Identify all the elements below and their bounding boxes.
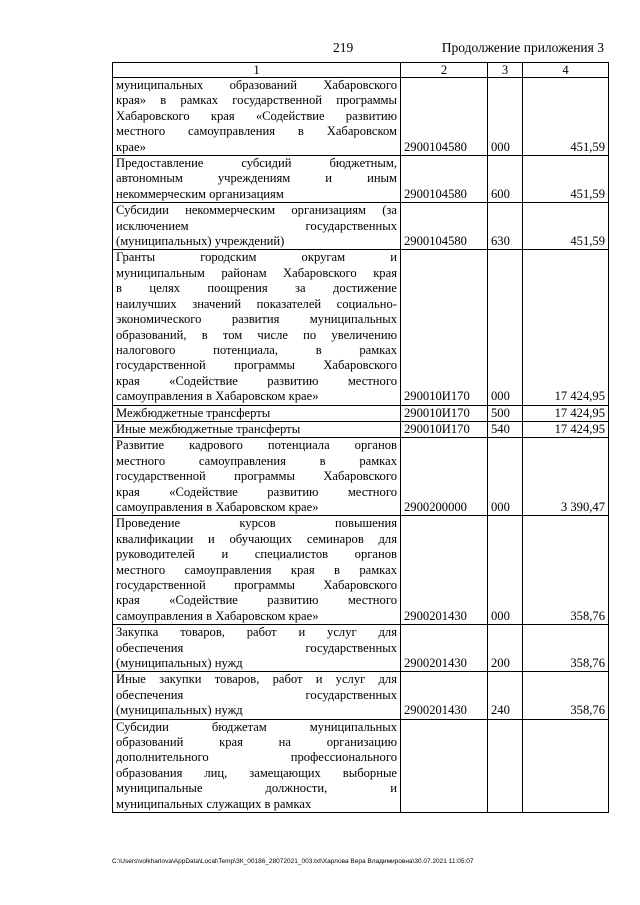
row-description [113,203,401,250]
description-line: (муниципальных) учреждений) [116,234,285,249]
description-line: самоуправления в Хабаровском крае» [116,608,319,623]
table-header-row [113,63,609,78]
description-line: некоммерческим организациям [116,186,284,201]
description-line: местного самоуправления в рамках [116,453,397,468]
table-row [113,405,609,421]
row-amount: 358,76 [523,672,609,719]
description-line: (муниципальных) нужд [116,656,243,671]
description-line: Закупка товаров, работ и услуг для [116,625,397,640]
row-code: 2900104580 [401,203,488,250]
appendix-continuation-label: Продолжение приложения 3 [441,40,604,55]
description-line: муниципальным районам Хабаровского края [116,265,397,280]
row-code: 2900201430 [401,672,488,719]
description-line: государственной программы Хабаровского [116,358,397,373]
description-line: (муниципальных) нужд [116,703,243,718]
row-type: 000 [488,438,523,516]
column-header-3: 3 [488,63,523,78]
table-row [113,78,609,156]
row-type: 630 [488,203,523,250]
row-type: 000 [488,516,523,625]
description-line: Субсидии некоммерческим организациям (за [116,203,397,218]
table-row [113,421,609,437]
row-amount: 17 424,95 [523,421,609,437]
row-code: 2900201430 [401,625,488,672]
row-description [113,156,401,203]
description-line: Предоставление субсидий бюджетным, [116,156,397,171]
row-code: 290010И170 [401,405,488,421]
row-type: 240 [488,672,523,719]
description-line: Проведение курсов повышения [116,516,397,531]
row-amount: 358,76 [523,516,609,625]
row-code: 2900104580 [401,156,488,203]
description-line: образования лиц, замещающих выборные [116,765,397,780]
row-amount: 451,59 [523,156,609,203]
file-path-footer: C:\Users\volkharlova\AppData\Local\Temp\ЗК_00186_28072021_003.txt\Харлова Вера Владимировна\30.07.2021 11:05:07 [112,858,474,865]
description-line: местного самоуправления края в рамках [116,562,397,577]
row-description [113,405,401,421]
row-type: 000 [488,78,523,156]
description-line: государственной программы Хабаровского [116,578,397,592]
table-row [113,438,609,516]
row-description [113,719,401,812]
description-line: исключением государственных [116,218,397,233]
row-description [113,250,401,405]
row-amount: 451,59 [523,78,609,156]
description-line: Гранты городским округам и [116,250,397,265]
row-description [113,516,401,625]
description-line: экономического развития муниципальных [116,312,397,327]
row-type: 600 [488,156,523,203]
column-header-4: 4 [523,63,609,78]
table-row [113,516,609,625]
description-line: муниципальных образований Хабаровского [116,78,397,92]
row-code: 2900104580 [401,78,488,156]
row-type: 500 [488,405,523,421]
row-description [113,78,401,156]
row-description [113,672,401,719]
description-line: Субсидии бюджетам муниципальных [116,719,397,734]
row-amount: 17 424,95 [523,405,609,421]
column-header-2: 2 [401,63,488,78]
description-line: Развитие кадрового потенциала органов [116,438,397,453]
description-line: государственной программы Хабаровского [116,469,397,484]
description-line: дополнительного профессионального [116,750,397,765]
description-line: муниципальных служащих в рамках [116,796,312,811]
row-amount: 451,59 [523,203,609,250]
description-line: обеспечения государственных [116,640,397,655]
description-line: края «Содействие развитию местного [116,593,397,608]
column-header-1: 1 [113,63,401,78]
description-line: края «Содействие развитию местного [116,484,397,499]
row-code: 290010И170 [401,250,488,405]
description-line: Межбюджетные трансферты [116,405,271,420]
table-row [113,250,609,405]
row-description [113,438,401,516]
row-code [401,719,488,812]
description-line: автономным учреждениям и иным [116,171,397,186]
description-line: наилучших значений показателей социально- [116,296,397,311]
row-description [113,625,401,672]
table-row [113,625,609,672]
description-line: муниципальные должности, и [116,781,397,796]
description-line: Иные закупки товаров, работ и услуг для [116,672,397,687]
description-line: Иные межбюджетные трансферты [116,421,301,436]
description-line: образований края на организацию [116,735,397,750]
row-amount: 358,76 [523,625,609,672]
table-row [113,203,609,250]
row-code: 2900200000 [401,438,488,516]
row-amount [523,719,609,812]
description-line: края» в рамках государственной программы [116,93,397,108]
description-line: самоуправления в Хабаровском крае» [116,389,319,404]
description-line: образований, в том числе по увеличению [116,327,397,342]
row-type: 000 [488,250,523,405]
description-line: местного самоуправления в Хабаровском [116,124,397,139]
row-amount: 17 424,95 [523,250,609,405]
row-type: 540 [488,421,523,437]
row-type: 200 [488,625,523,672]
page-number: 219 [333,40,354,55]
description-line: края «Содействие развитию местного [116,373,397,388]
description-line: самоуправления в Хабаровском крае» [116,499,319,514]
description-line: крае» [116,139,146,154]
description-line: Хабаровского края «Содействие развитию [116,108,397,123]
row-code: 290010И170 [401,421,488,437]
table-row [113,719,609,812]
table-row [113,156,609,203]
description-line: налогового потенциала, в рамках [116,342,397,357]
description-line: в целях поощрения за достижение [116,281,397,296]
description-line: квалификации и обучающих семинаров для [116,531,397,546]
row-amount: 3 390,47 [523,438,609,516]
table-row [113,672,609,719]
row-code: 2900201430 [401,516,488,625]
row-type [488,719,523,812]
description-line: руководителей и специалистов органов [116,547,397,562]
budget-table [112,62,609,813]
description-line: обеспечения государственных [116,687,397,702]
row-description [113,421,401,437]
